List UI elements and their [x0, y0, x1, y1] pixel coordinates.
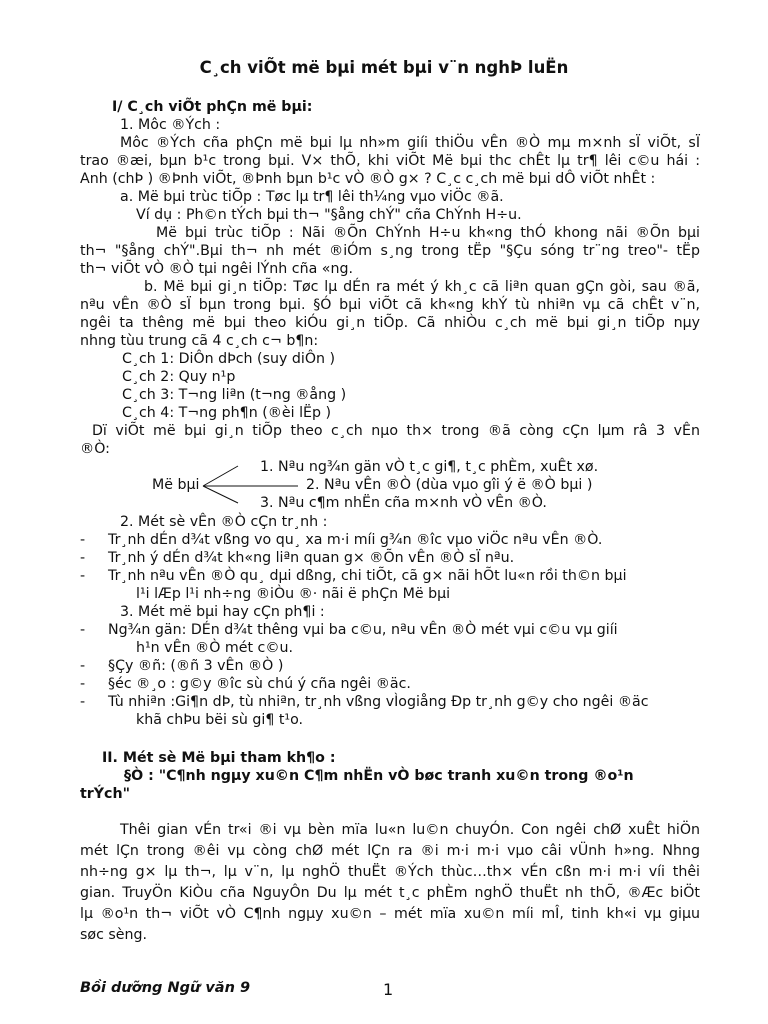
sample-paragraph-line: nh÷ng g× lµ th¬, lµ v¨n, lµ nghÖ thuËt ®Ých thùc…th× vÉn cßn m·i m·i víi thêi: [80, 864, 700, 880]
paragraph-1-line: trao ®æi, bµn b¹c trong bµi. V× thÕ, khi viÕt Më bµi thc chÊt lµ tr¶ lêi c©u hái :: [80, 153, 700, 169]
diagram-item: 2. Nªu vÊn ®Ò (dùa vµo gîi ý ë ®Ò bµi ): [306, 477, 593, 493]
subsection-2-title: 2. Mét sè vÊn ®Ò cÇn tr¸nh :: [120, 514, 328, 530]
paragraph-3-line: ®Ò:: [80, 441, 110, 457]
subsection-3-title: 3. Mét më bµi hay cÇn ph¶i :: [120, 604, 325, 620]
page-footer: [80, 980, 700, 1002]
document-title: C¸ch viÕt më bµi mét bµi v¨n nghÞ luËn: [199, 58, 569, 77]
list-item: - Ng¾n gän: DÉn d¾t thêng vµi ba c©u, nªu vÊn ®Ò mét vµi c©u vµ giíi: [80, 622, 618, 638]
list-item: - Tr¸nh ý dÉn d¾t kh«ng liªn quan g× ®Õn vÊn ®Ò sÏ nªu.: [80, 550, 515, 566]
sample-paragraph-line: søc sèng.: [80, 927, 148, 943]
sample-paragraph-line: mét lÇn trong ®êi vµ còng chØ mét lÇn ra ®i m·i m·i vµo câi vÜnh h»ng. Nhng: [80, 843, 700, 859]
heading-section-1: I/ C¸ch viÕt phÇn më bµi:: [112, 99, 313, 115]
method-b-line: nhng tùu trung cã 4 c¸ch c¬ b¶n:: [80, 333, 319, 349]
footer-course-title: Bồi dưỡng Ngữ văn 9: [80, 980, 251, 996]
indirect-method-item: C¸ch 4: T¬ng ph¶n (®èi lËp ): [122, 405, 332, 421]
list-item-continuation: h¹n vÊn ®Ò mét c©u.: [136, 640, 294, 656]
list-item-continuation: l¹i lÆp l¹i nh÷ng ®iÒu ®· nãi ë phÇn Më bµi: [136, 586, 451, 602]
diagram-root-label: Më bµi: [152, 477, 200, 493]
paragraph-2-line: Më bµi trùc tiÕp : Nãi ®Õn ChÝnh H÷u kh«ng thÓ khong nãi ®Õn bµi: [156, 225, 700, 241]
list-item-continuation: khã chÞu bëi sù gi¶ t¹o.: [136, 712, 304, 728]
method-a-line: a. Më bµi trùc tiÕp : Tøc lµ tr¶ lêi th¼ng vµo viÖc ®ã.: [120, 189, 504, 205]
paragraph-2-line: th¬ viÕt vÒ ®Ò tµi ngêi lÝnh cña «ng.: [80, 261, 353, 277]
list-item: - §éc ®¸o : g©y ®îc sù chú ý cña ngêi ®äc.: [80, 676, 411, 692]
sample-paragraph-line: lµ ®o¹n th¬ viÕt vÒ C¶nh ngµy xu©n – mét mïa xu©n míi mÎ, tinh kh«i vµ giµu: [80, 906, 700, 922]
example-line: Ví dụ : Ph©n tÝch bµi th¬ "§ång chÝ" cña ChÝnh H÷u.: [136, 207, 522, 223]
paragraph-3-line: Dï viÕt më bµi gi¸n tiÕp theo c¸ch nµo th× trong ®ã còng cÇn lµm râ 3 vÊn: [92, 423, 700, 439]
paragraph-1-line: Anh (chÞ ) ®Þnh viÕt, ®Þnh bµn b¹c vÒ ®Ò g× ? C¸c c¸ch më bµi dÔ viÕt nhÊt :: [80, 171, 656, 187]
sample-paragraph-line: gian. TruyÖn KiÒu cña NguyÔn Du lµ mét t¸c phÈm nghÖ thuËt nh thÕ, ®Æc biÖt: [80, 885, 700, 901]
list-item: - §Çy ®ñ: (®ñ 3 vÊn ®Ò ): [80, 658, 284, 674]
sample-paragraph-line: Thêi gian vÉn tr«i ®i vµ bèn mïa lu«n lu©n chuyÓn. Con ngêi chØ xuÊt hiÖn: [120, 822, 700, 838]
page-number: 1: [383, 980, 394, 999]
list-item: - Tù nhiªn :Gi¶n dÞ, tù nhiªn, tr¸nh vßng vÌogiång Ðp tr¸nh g©y cho ngêi ®äc: [80, 694, 649, 710]
heading-section-2: II. Mét sè Më bµi tham kh¶o :: [102, 750, 336, 766]
indirect-method-item: C¸ch 1: DiÔn dÞch (suy diÔn ): [122, 351, 336, 367]
paragraph-2-line: th¬ "§ång chÝ".Bµi th¬ nh mét ®iÓm s¸ng trong tËp "§Çu sóng tr¨ng treo"- tËp: [80, 243, 700, 259]
method-b-line: b. Më bµi gi¸n tiÕp: Tøc lµ dÉn ra mét ý kh¸c cã liªn quan gÇn gòi, sau ®ã,: [144, 279, 700, 295]
diagram-item: 3. Nªu c¶m nhËn cña m×nh vÒ vÊn ®Ò.: [260, 495, 547, 511]
diagram-item: 1. Nªu ng¾n gän vÒ t¸c gi¶, t¸c phÈm, xuÊt xø.: [260, 459, 599, 475]
list-item: - Tr¸nh dÉn d¾t vßng vo qu¸ xa m·i míi g¾n ®îc vµo viÖc nªu vÊn ®Ò.: [80, 532, 603, 548]
method-b-line: nªu vÊn ®Ò sÏ bµn trong bµi. §Ó bµi viÕt cã kh«ng khÝ tù nhiªn vµ cã chÊt v¨n,: [80, 297, 700, 313]
topic-heading-line: trÝch": [80, 786, 130, 802]
method-b-line: ngêi ta thêng më bµi theo kiÓu gi¸n tiÕp. Cã nhiÒu c¸ch më bµi gi¸n tiÕp nµy: [80, 315, 700, 331]
paragraph-1-line: Môc ®Ých cña phÇn më bµi lµ nh»m giíi thiÖu vÊn ®Ò mµ m×nh sÏ viÕt, sÏ: [120, 135, 700, 151]
indirect-method-item: C¸ch 2: Quy n¹p: [122, 369, 236, 385]
intro-structure-diagram: [80, 455, 700, 515]
subsection-1-title: 1. Môc ®Ých :: [120, 117, 221, 133]
list-item: - Tr¸nh nªu vÊn ®Ò qu¸ dµi dßng, chi tiÕt, cã g× nãi hÕt lu«n rồi th©n bµi: [80, 568, 627, 584]
indirect-method-item: C¸ch 3: T¬ng liªn (t¬ng ®ång ): [122, 387, 347, 403]
topic-heading-line: §Ò : "C¶nh ngµy xu©n C¶m nhËn vÒ bøc tranh xu©n trong ®o¹n: [124, 768, 634, 784]
